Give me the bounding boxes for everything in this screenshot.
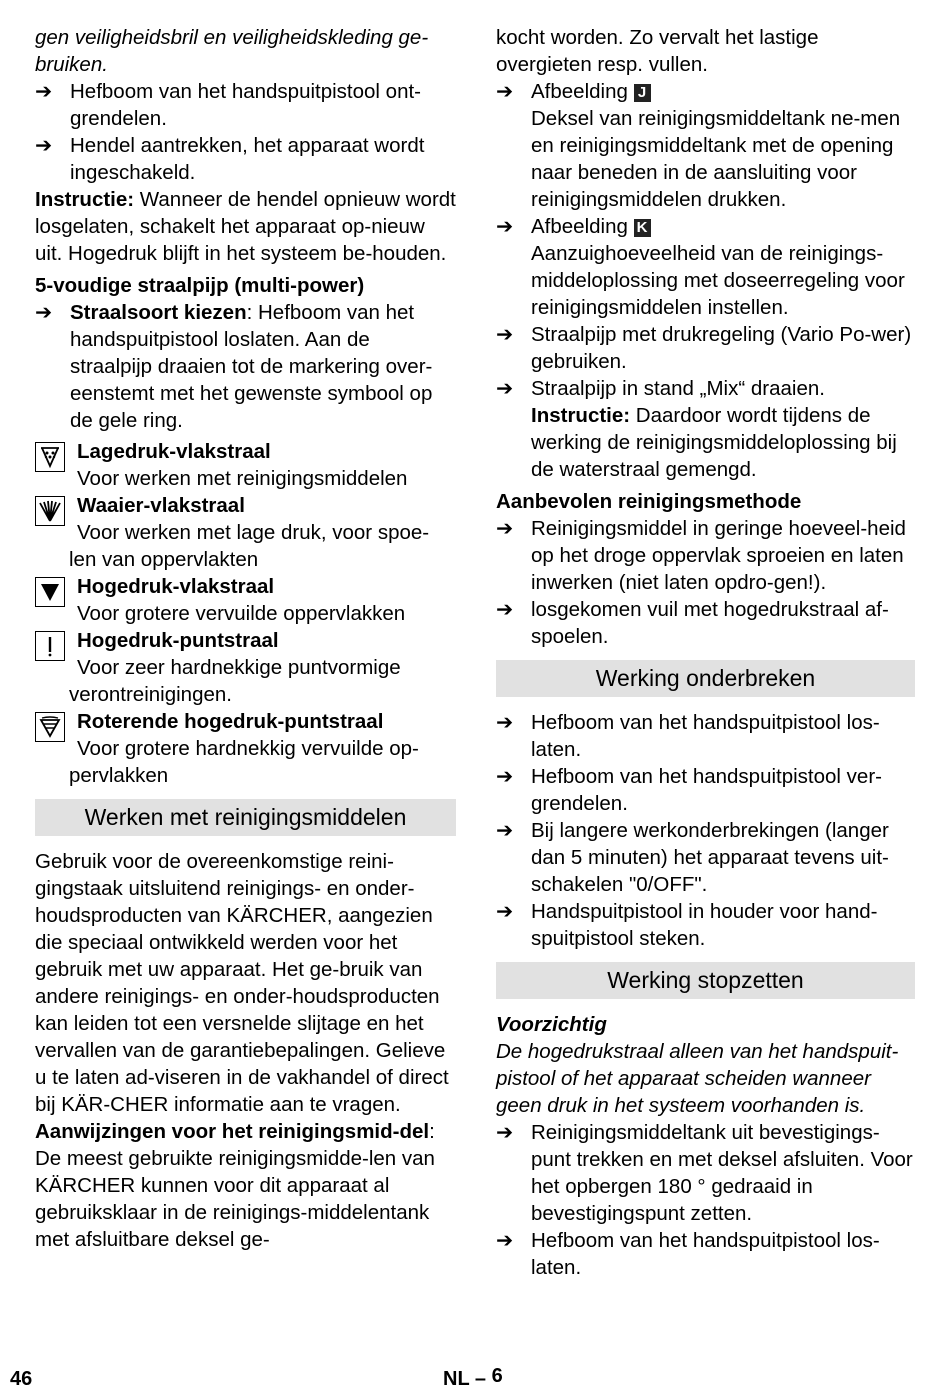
page-number: 46 xyxy=(10,1368,33,1390)
symbol-hogedruk-punt: Hogedruk-puntstraal Voor zeer hardnekkige puntvormige verontreinigingen. xyxy=(35,627,456,708)
footer-lang: NL – 6 xyxy=(443,1365,503,1390)
fan-jet-icon xyxy=(35,496,65,526)
arrow-icon: ➔ xyxy=(496,819,514,842)
heading-aanbevolen: Aanbevolen reinigingsmethode xyxy=(496,490,802,513)
arrow-icon: ➔ xyxy=(35,301,53,324)
paragraph-aanwijzingen: Aanwijzingen voor het reinigingsmid-del: De meest gebruikte reinigingsmidde-len van KÄRCHER kunnen voor dit apparaat al gebruiksklaar in de reinigings-middelentank met afsluitbare deksel ge- xyxy=(35,1120,435,1251)
high-pressure-point-jet-icon xyxy=(35,631,65,661)
bullet-onderbreken-2: ➔ Hefboom van het handspuitpistool ver-grendelen. xyxy=(496,765,882,815)
figure-key-k: K xyxy=(634,219,651,237)
intro-italic: gen veiligheidsbril en veiligheidskleding ge-bruiken. xyxy=(35,26,429,76)
arrow-icon: ➔ xyxy=(496,598,514,621)
instructie-right: Instructie: Daardoor wordt tijdens de werking de reinigingsmiddeloplossing bij de waterstraal gemengd. xyxy=(531,404,897,481)
symbol-hogedruk-vlak: Hogedruk-vlakstraal Voor grotere vervuilde oppervlakken xyxy=(35,573,456,627)
symbol-roterend: Roterende hogedruk-puntstraal Voor grotere hardnekkig vervuilde op- pervlakken xyxy=(35,708,456,789)
arrow-icon: ➔ xyxy=(496,1229,514,1252)
continuation: kocht worden. Zo vervalt het lastige overgieten resp. vullen. xyxy=(496,26,819,76)
bullet-onderbreken-1: ➔ Hefboom van het handspuitpistool los-laten. xyxy=(496,711,880,761)
text-afbeelding-j: Deksel van reinigingsmiddeltank ne-men en reinigingsmiddeltank met de opening naar beneden in de aansluiting voor reinigingsmiddelen drukken. xyxy=(531,107,901,211)
rotating-point-jet-icon xyxy=(35,712,65,742)
section-werken-met-reinigingsmiddelen: Werken met reinigingsmiddelen xyxy=(35,799,456,836)
bullet-losgekomen: ➔ losgekomen vuil met hogedrukstraal af-spoelen. xyxy=(496,598,889,648)
heading-straalpijp: 5-voudige straalpijp (multi-power) xyxy=(35,274,365,297)
left-column xyxy=(35,24,456,1253)
arrow-icon: ➔ xyxy=(496,377,514,400)
bullet-straalsoort: ➔ Straalsoort kiezen: Hefboom van het handspuitpistool loslaten. Aan de straalpijp draaien tot de markering over-eenstemt met het gewenste symbool op de gele ring. xyxy=(35,301,433,432)
instructie: Instructie: Wanneer de hendel opnieuw wordt losgelaten, schakelt het apparaat op-nieuw uit. Hogedruk blijft in het systeem be-houden. xyxy=(35,188,456,265)
arrow-icon: ➔ xyxy=(496,517,514,540)
arrow-icon: ➔ xyxy=(35,134,53,157)
voorzichtig-heading: Voorzichtig xyxy=(496,1013,607,1036)
arrow-icon: ➔ xyxy=(35,80,53,103)
section-werking-onderbreken: Werking onderbreken xyxy=(496,660,915,697)
paragraph-gebruik: Gebruik voor de overeenkomstige reini-gingstaak uitsluitend reinigings- en onder-houdsproducten van KÄRCHER, aangezien die speciaal ontwikkeld werden voor het gebruik met uw apparaat. Het ge-bruik van andere reinigings- en onder-houdsproducten kan leiden tot een versnelde slijtage en het vervallen van de garantiebepalingen. Gelieve u te laten ad-viseren in de vakhandel of direct bij KÄR-CHER informatie aan te vragen. xyxy=(35,850,449,1116)
arrow-icon: ➔ xyxy=(496,900,514,923)
bullet-hendel: ➔ Hendel aantrekken, het apparaat wordt ingeschakeld. xyxy=(35,134,425,184)
bullet-ontgrendelen: ➔ Hefboom van het handspuitpistool ont-grendelen. xyxy=(35,80,422,130)
high-pressure-flat-jet-icon xyxy=(35,577,65,607)
bullet-onderbreken-4: ➔ Handspuitpistool in houder voor hand-spuitpistool steken. xyxy=(496,900,878,950)
bullet-onderbreken-3: ➔ Bij langere werkonderbrekingen (langer dan 5 minuten) het apparaat tevens uit-schakelen "0/OFF". xyxy=(496,819,889,896)
symbol-lagedruk: Lagedruk-vlakstraal Voor werken met reinigingsmiddelen xyxy=(35,438,456,492)
arrow-icon: ➔ xyxy=(496,80,514,103)
arrow-icon: ➔ xyxy=(496,1121,514,1144)
arrow-icon: ➔ xyxy=(496,711,514,734)
bullet-stopzetten-1: ➔ Reinigingsmiddeltank uit bevestigings-punt trekken en met deksel afsluiten. Voor het opbergen 180 ° gedraaid in bevestigingspunt zetten. xyxy=(496,1121,913,1225)
arrow-icon: ➔ xyxy=(496,323,514,346)
text-afbeelding-k: Aanzuighoeveelheid van de reinigings-middeloplossing met doseerregeling voor reinigingsmiddelen instellen. xyxy=(531,242,905,319)
arrow-icon: ➔ xyxy=(496,215,514,238)
voorzichtig-text: De hogedrukstraal alleen van het handspuit-pistool of het apparaat scheiden wanneer geen druk in het systeem voorhanden is. xyxy=(496,1040,899,1117)
arrow-icon: ➔ xyxy=(496,765,514,788)
right-column xyxy=(496,24,915,1281)
bullet-stopzetten-2: ➔ Hefboom van het handspuitpistool los-laten. xyxy=(496,1229,880,1279)
bullet-afbeelding-j: ➔ Afbeelding J xyxy=(496,78,915,105)
section-werking-stopzetten: Werking stopzetten xyxy=(496,962,915,999)
symbol-waaier: Waaier-vlakstraal Voor werken met lage druk, voor spoe- len van oppervlakten xyxy=(35,492,456,573)
bullet-vario: ➔ Straalpijp met drukregeling (Vario Po-wer) gebruiken. xyxy=(496,323,912,373)
bullet-afbeelding-k: ➔ Afbeelding K xyxy=(496,213,915,240)
bullet-reinigingsmiddel: ➔ Reinigingsmiddel in geringe hoeveel-heid op het droge oppervlak sproeien en laten inwerken (niet laten opdro-gen!). xyxy=(496,517,906,594)
bullet-mix: ➔ Straalpijp in stand „Mix“ draaien. xyxy=(496,377,825,400)
figure-key-j: J xyxy=(634,84,651,102)
low-pressure-flat-jet-icon xyxy=(35,442,65,472)
